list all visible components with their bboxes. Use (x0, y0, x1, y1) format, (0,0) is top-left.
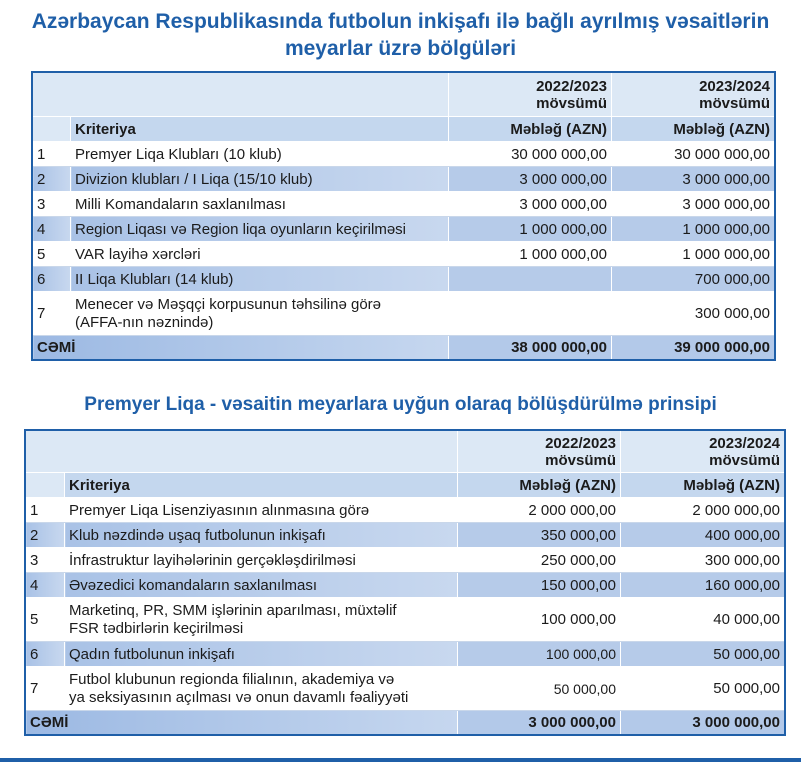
amount-header-2023: Məbləğ (AZN) (612, 117, 775, 142)
season-2023-header: 2023/2024 mövsümü (621, 431, 785, 473)
table-row: 1 Premyer Liqa Klubları (10 klub) 30 000 000,00 30 000 000,00 (33, 142, 775, 167)
table-row: 3 İnfrastruktur layihələrinin gerçəkləşdirilməsi 250 000,00 300 000,00 (26, 548, 785, 573)
table-row: 4 Əvəzedici komandaların saxlanılması 150 000,00 160 000,00 (26, 573, 785, 598)
table-row: 6 Qadın futbolunun inkişafı 100 000,00 50 000,00 (26, 642, 785, 667)
row-value-2022: 30 000 000,00 (449, 142, 612, 167)
row-value-2023: 30 000 000,00 (612, 142, 775, 167)
row-criteria: İnfrastruktur layihələrinin gerçəkləşdirilməsi (65, 548, 458, 573)
row-value-2023: 3 000 000,00 (612, 192, 775, 217)
row-value-2022: 1 000 000,00 (449, 217, 612, 242)
table-row: 3 Milli Komandaların saxlanılması 3 000 000,00 3 000 000,00 (33, 192, 775, 217)
column-header-row (26, 473, 785, 498)
total-value-2022: 3 000 000,00 (458, 711, 621, 735)
total-label: CƏMİ (26, 711, 458, 735)
row-value-2023: 1 000 000,00 (612, 242, 775, 267)
row-value-2022 (449, 292, 612, 336)
row-value-2023: 700 000,00 (612, 267, 775, 292)
footer-divider (0, 758, 801, 762)
row-criteria: II Liqa Klubları (14 klub) (71, 267, 449, 292)
row-criteria: Futbol klubunun regionda filialının, akademiya və ya seksiyasının açılması və onun davamlı fəaliyyəti (65, 667, 458, 711)
row-value-2022: 2 000 000,00 (458, 498, 621, 523)
row-value-2022: 100 000,00 (458, 598, 621, 642)
total-value-2023: 39 000 000,00 (612, 336, 775, 360)
season-2023-header: 2023/2024 mövsümü (612, 73, 775, 117)
row-criteria: Region Liqası və Region liqa oyunların keçirilməsi (71, 217, 449, 242)
table1-title-line2: meyarlar üzrə bölgüləri (284, 37, 517, 60)
total-value-2023: 3 000 000,00 (621, 711, 785, 735)
total-label: CƏMİ (33, 336, 449, 360)
table-row: 5 VAR layihə xərcləri 1 000 000,00 1 000 000,00 (33, 242, 775, 267)
total-value-2022: 38 000 000,00 (449, 336, 612, 360)
row-criteria: Menecer və Məşqçi korpusunun təhsilinə görə (AFFA-nın nəznində) (71, 292, 449, 336)
row-value-2022: 3 000 000,00 (449, 167, 612, 192)
table-row: 2 Klub nəzdində uşaq futbolunun inkişafı 350 000,00 400 000,00 (26, 523, 785, 548)
row-criteria: Əvəzedici komandaların saxlanılması (65, 573, 458, 598)
table-row: 5 Marketinq, PR, SMM işlərinin aparılması, müxtəlif FSR tədbirlərin keçirilməsi 100 000,00 40 000,00 (26, 598, 785, 642)
row-value-2022: 1 000 000,00 (449, 242, 612, 267)
table-row: 2 Divizion klubları / I Liqa (15/10 klub) 3 000 000,00 3 000 000,00 (33, 167, 775, 192)
row-value-2023: 50 000,00 (621, 667, 785, 711)
table2-title: Premyer Liqa - vəsaitin meyarlara uyğun olaraq bölüşdürülmə prinsipi (84, 394, 717, 415)
column-header-row (33, 117, 775, 142)
row-value-2023: 40 000,00 (621, 598, 785, 642)
table-row: 1 Premyer Liqa Lisenziyasının alınmasına görə 2 000 000,00 2 000 000,00 (26, 498, 785, 523)
row-criteria: Divizion klubları / I Liqa (15/10 klub) (71, 167, 449, 192)
amount-header-2022: Məbləğ (AZN) (458, 473, 621, 498)
row-criteria: Milli Komandaların saxlanılması (71, 192, 449, 217)
amount-header-2022: Məbləğ (AZN) (449, 117, 612, 142)
row-criteria: Premyer Liqa Lisenziyasının alınmasına görə (65, 498, 458, 523)
criteria-header: Kriteriya (65, 473, 458, 498)
amount-header-2023: Məbləğ (AZN) (621, 473, 785, 498)
row-value-2022: 100 000,00 (458, 642, 621, 667)
premier-league-table (25, 430, 785, 735)
row-criteria: Marketinq, PR, SMM işlərinin aparılması, müxtəlif FSR tədbirlərin keçirilməsi (65, 598, 458, 642)
total-row (26, 711, 785, 735)
row-criteria: Qadın futbolunun inkişafı (65, 642, 458, 667)
season-2022-header: 2022/2023 mövsümü (449, 73, 612, 117)
row-value-2022: 3 000 000,00 (449, 192, 612, 217)
row-value-2023: 160 000,00 (621, 573, 785, 598)
row-criteria: Premyer Liqa Klubları (10 klub) (71, 142, 449, 167)
table-row: 6 II Liqa Klubları (14 klub) 700 000,00 (33, 267, 775, 292)
row-value-2023: 3 000 000,00 (612, 167, 775, 192)
row-value-2022: 350 000,00 (458, 523, 621, 548)
season-2022-header: 2022/2023 mövsümü (458, 431, 621, 473)
table-row: 7 Futbol klubunun regionda filialının, akademiya və ya seksiyasının açılması və onun davamlı fəaliyyəti 50 000,00 50 000,00 (26, 667, 785, 711)
allocation-table (32, 72, 775, 360)
row-value-2023: 1 000 000,00 (612, 217, 775, 242)
season-header-row (26, 431, 785, 473)
row-value-2023: 300 000,00 (612, 292, 775, 336)
row-criteria: VAR layihə xərcləri (71, 242, 449, 267)
table1-title (0, 8, 801, 62)
row-value-2023: 50 000,00 (621, 642, 785, 667)
row-value-2023: 400 000,00 (621, 523, 785, 548)
total-row (33, 336, 775, 360)
row-criteria: Klub nəzdində uşaq futbolunun inkişafı (65, 523, 458, 548)
table1-title-line1: Azərbaycan Respublikasında futbolun inkişafı ilə bağlı ayrılmış vəsaitlərin (31, 10, 770, 33)
table-row: 4 Region Liqası və Region liqa oyunların keçirilməsi 1 000 000,00 1 000 000,00 (33, 217, 775, 242)
row-value-2022: 50 000,00 (458, 667, 621, 711)
row-value-2023: 300 000,00 (621, 548, 785, 573)
row-value-2022: 250 000,00 (458, 548, 621, 573)
row-value-2022: 150 000,00 (458, 573, 621, 598)
table-row: 7 Menecer və Məşqçi korpusunun təhsilinə görə (AFFA-nın nəznində) 300 000,00 (33, 292, 775, 336)
row-value-2023: 2 000 000,00 (621, 498, 785, 523)
season-header-row (33, 73, 775, 117)
criteria-header: Kriteriya (71, 117, 449, 142)
row-value-2022 (449, 267, 612, 292)
